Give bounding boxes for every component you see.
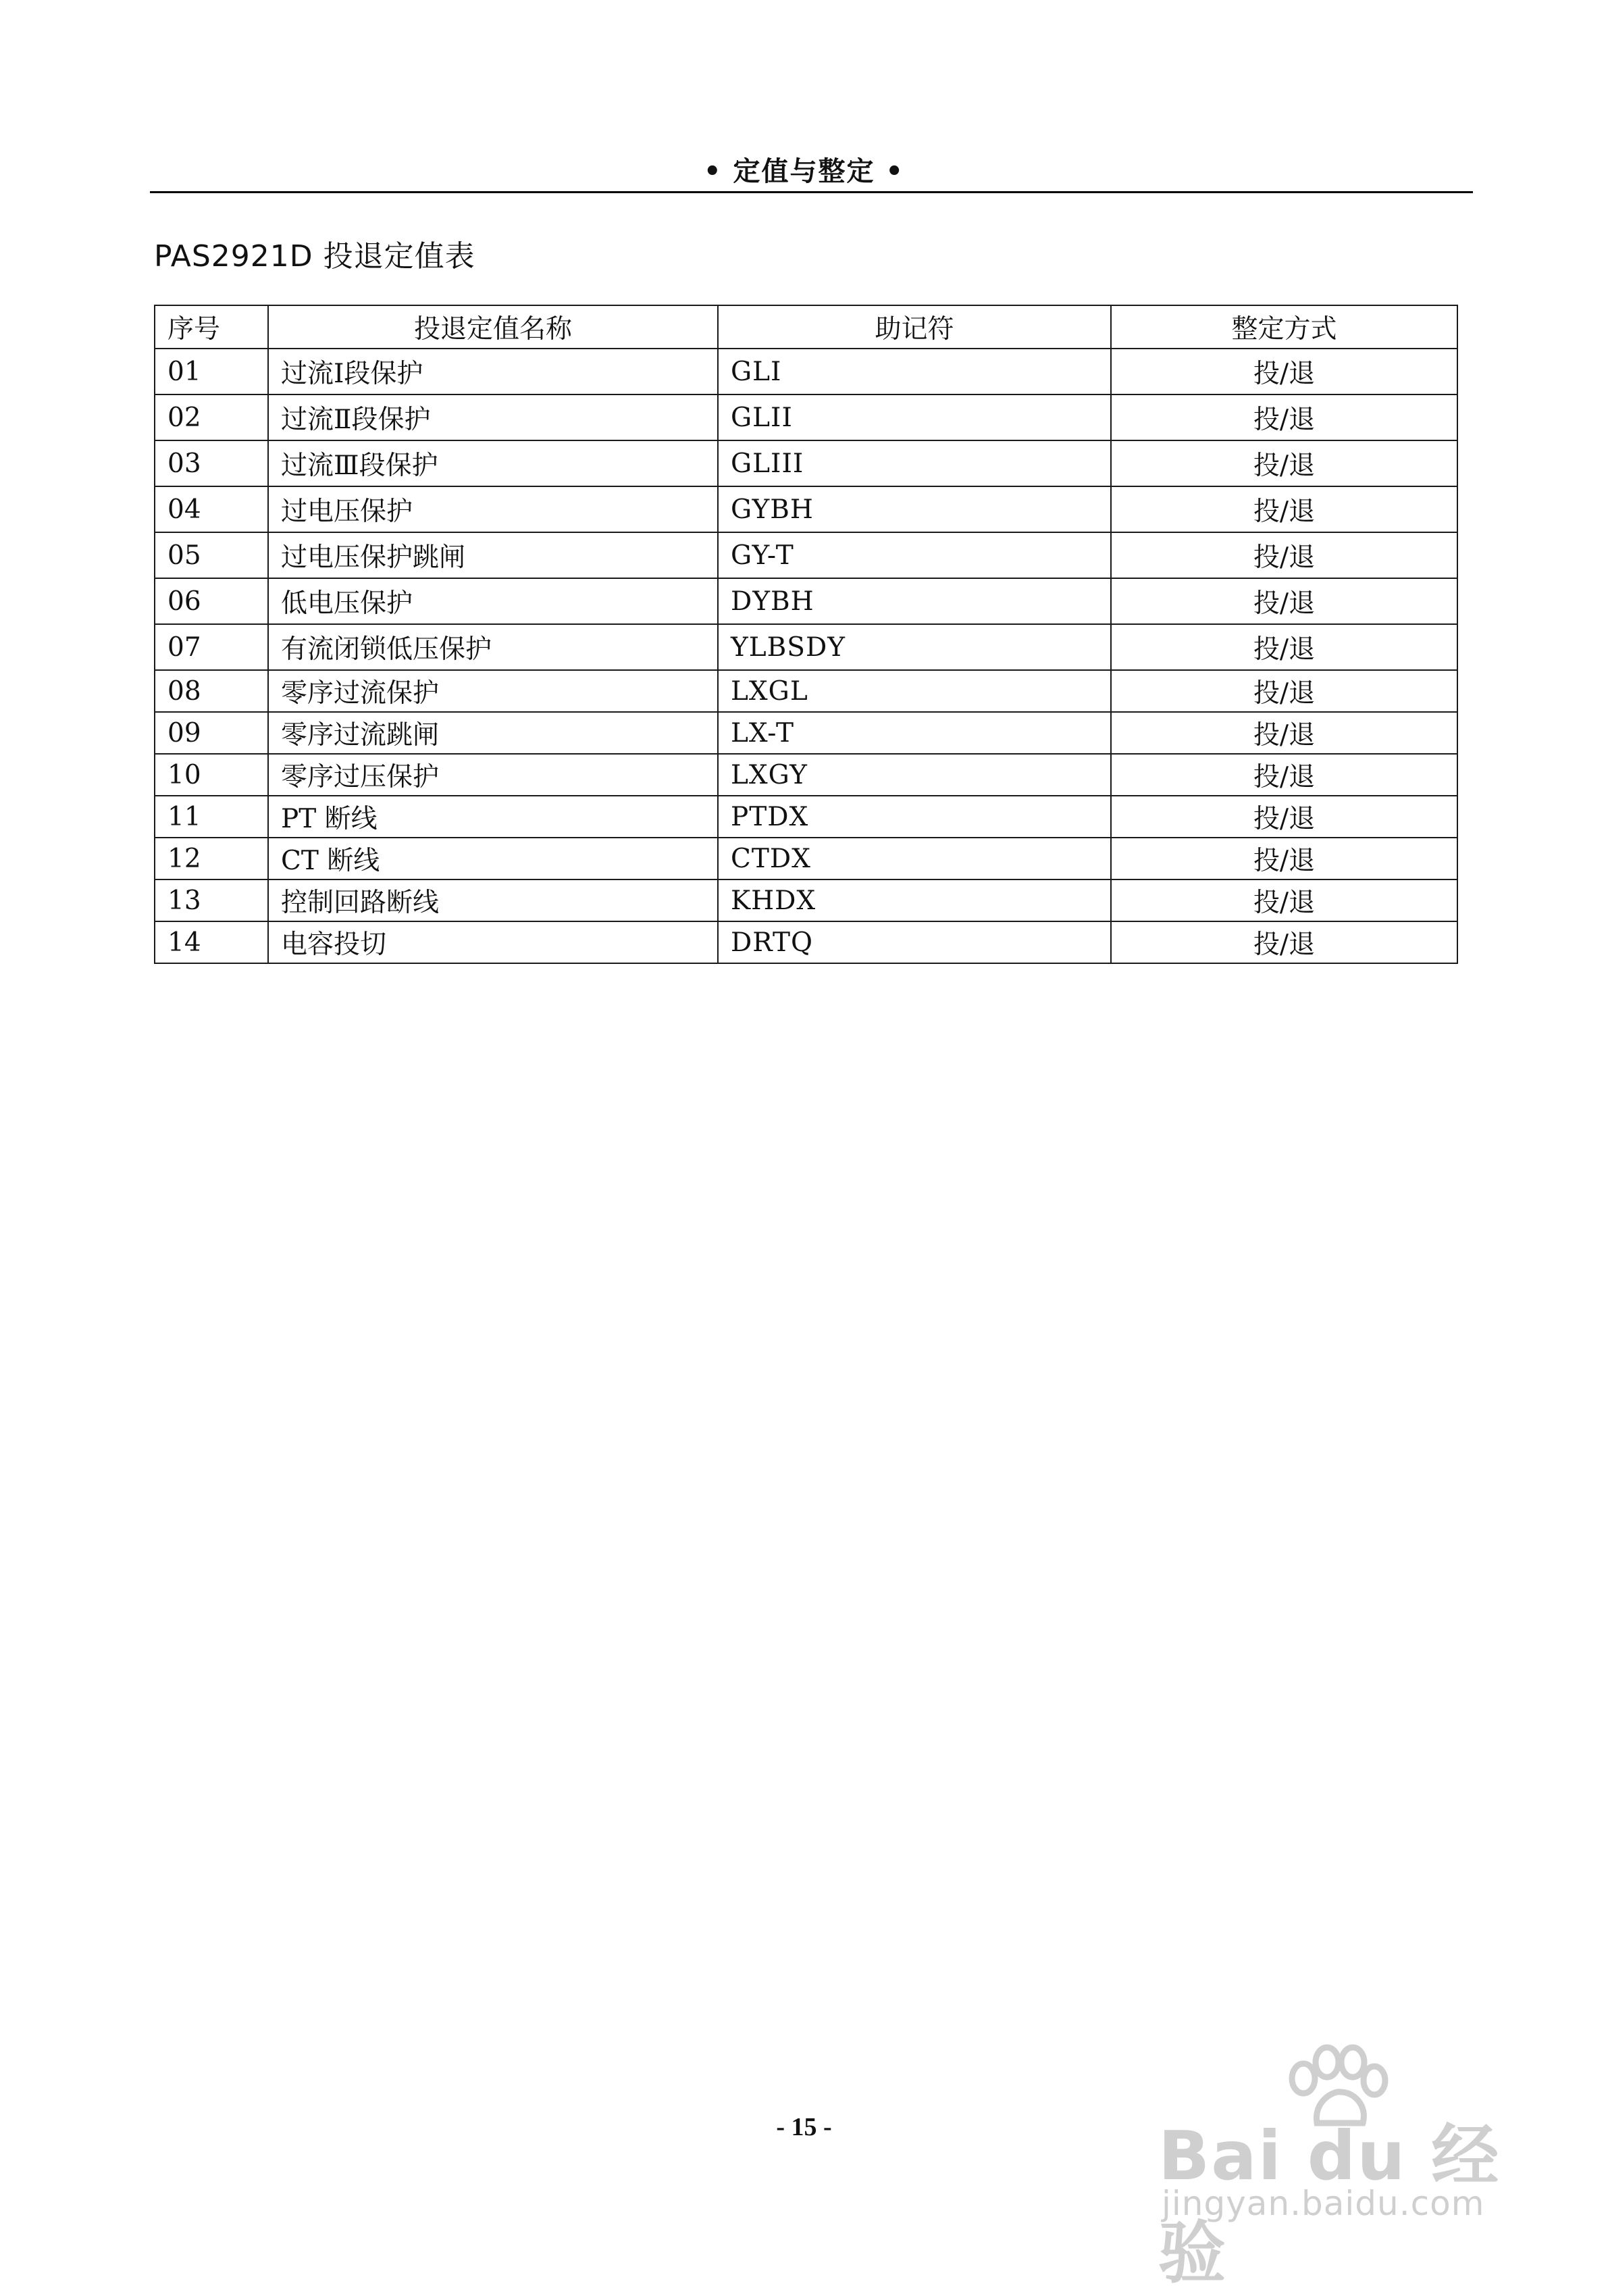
cell-code: GLII [718, 394, 1111, 440]
cell-code: LX-T [718, 712, 1111, 754]
cell-no: 07 [155, 624, 268, 670]
cell-code: GLIII [718, 440, 1111, 486]
cell-mode: 投/退 [1111, 394, 1457, 440]
watermark-url: jingyan.baidu.com [1162, 2184, 1485, 2223]
cell-code: DYBH [718, 578, 1111, 624]
watermark-brand: Bai du 经验 [1158, 2116, 1501, 2293]
cell-code: GYBH [718, 486, 1111, 532]
cell-mode: 投/退 [1111, 712, 1457, 754]
column-header-code: 助记符 [718, 305, 1111, 349]
cell-name: PT 断线 [268, 796, 718, 838]
cell-name: 过流Ⅱ段保护 [268, 394, 718, 440]
watermark [1141, 2043, 1547, 2293]
table-row [155, 349, 1457, 394]
table-row [155, 532, 1457, 578]
cell-code: GLI [718, 349, 1111, 394]
cell-name: 控制回路断线 [268, 879, 718, 921]
cell-no: 10 [155, 754, 268, 796]
table-row [155, 624, 1457, 670]
cell-no: 04 [155, 486, 268, 532]
cell-no: 02 [155, 394, 268, 440]
cell-no: 14 [155, 921, 268, 963]
table-header-row [155, 305, 1457, 349]
cell-name: 电容投切 [268, 921, 718, 963]
cell-name: 过电压保护 [268, 486, 718, 532]
cell-mode: 投/退 [1111, 624, 1457, 670]
cell-name: 过流Ⅰ段保护 [268, 349, 718, 394]
cell-mode: 投/退 [1111, 879, 1457, 921]
table-title: PAS2921D 投退定值表 [154, 239, 475, 274]
page-number: - 15 - [776, 2113, 832, 2141]
cell-code: DRTQ [718, 921, 1111, 963]
cell-no: 05 [155, 532, 268, 578]
cell-no: 11 [155, 796, 268, 838]
table-row [155, 440, 1457, 486]
cell-name: 零序过流保护 [268, 670, 718, 712]
table-row [155, 578, 1457, 624]
table-row [155, 796, 1457, 838]
table-row [155, 712, 1457, 754]
table-row [155, 838, 1457, 879]
cell-no: 03 [155, 440, 268, 486]
cell-mode: 投/退 [1111, 796, 1457, 838]
cell-mode: 投/退 [1111, 440, 1457, 486]
table-row [155, 879, 1457, 921]
cell-no: 09 [155, 712, 268, 754]
cell-name: CT 断线 [268, 838, 718, 879]
cell-code: YLBSDY [718, 624, 1111, 670]
column-header-name: 投退定值名称 [268, 305, 718, 349]
cell-name: 有流闭锁低压保护 [268, 624, 718, 670]
cell-code: CTDX [718, 838, 1111, 879]
table-row [155, 754, 1457, 796]
cell-mode: 投/退 [1111, 532, 1457, 578]
cell-name: 低电压保护 [268, 578, 718, 624]
settings-table [154, 305, 1458, 964]
cell-mode: 投/退 [1111, 838, 1457, 879]
cell-no: 08 [155, 670, 268, 712]
cell-mode: 投/退 [1111, 670, 1457, 712]
cell-no: 01 [155, 349, 268, 394]
cell-code: LXGL [718, 670, 1111, 712]
table-row [155, 486, 1457, 532]
cell-name: 过电压保护跳闸 [268, 532, 718, 578]
cell-code: GY-T [718, 532, 1111, 578]
cell-no: 13 [155, 879, 268, 921]
cell-no: 06 [155, 578, 268, 624]
cell-mode: 投/退 [1111, 921, 1457, 963]
cell-code: KHDX [718, 879, 1111, 921]
table-row [155, 670, 1457, 712]
cell-name: 零序过压保护 [268, 754, 718, 796]
cell-code: LXGY [718, 754, 1111, 796]
column-header-no: 序号 [155, 305, 268, 349]
cell-code: PTDX [718, 796, 1111, 838]
cell-no: 12 [155, 838, 268, 879]
table-row [155, 921, 1457, 963]
cell-name: 过流Ⅲ段保护 [268, 440, 718, 486]
cell-mode: 投/退 [1111, 754, 1457, 796]
cell-mode: 投/退 [1111, 578, 1457, 624]
table-row [155, 394, 1457, 440]
section-header: • 定值与整定 • [704, 156, 904, 187]
header-divider [150, 191, 1473, 193]
cell-mode: 投/退 [1111, 486, 1457, 532]
cell-mode: 投/退 [1111, 349, 1457, 394]
cell-name: 零序过流跳闸 [268, 712, 718, 754]
column-header-mode: 整定方式 [1111, 305, 1457, 349]
